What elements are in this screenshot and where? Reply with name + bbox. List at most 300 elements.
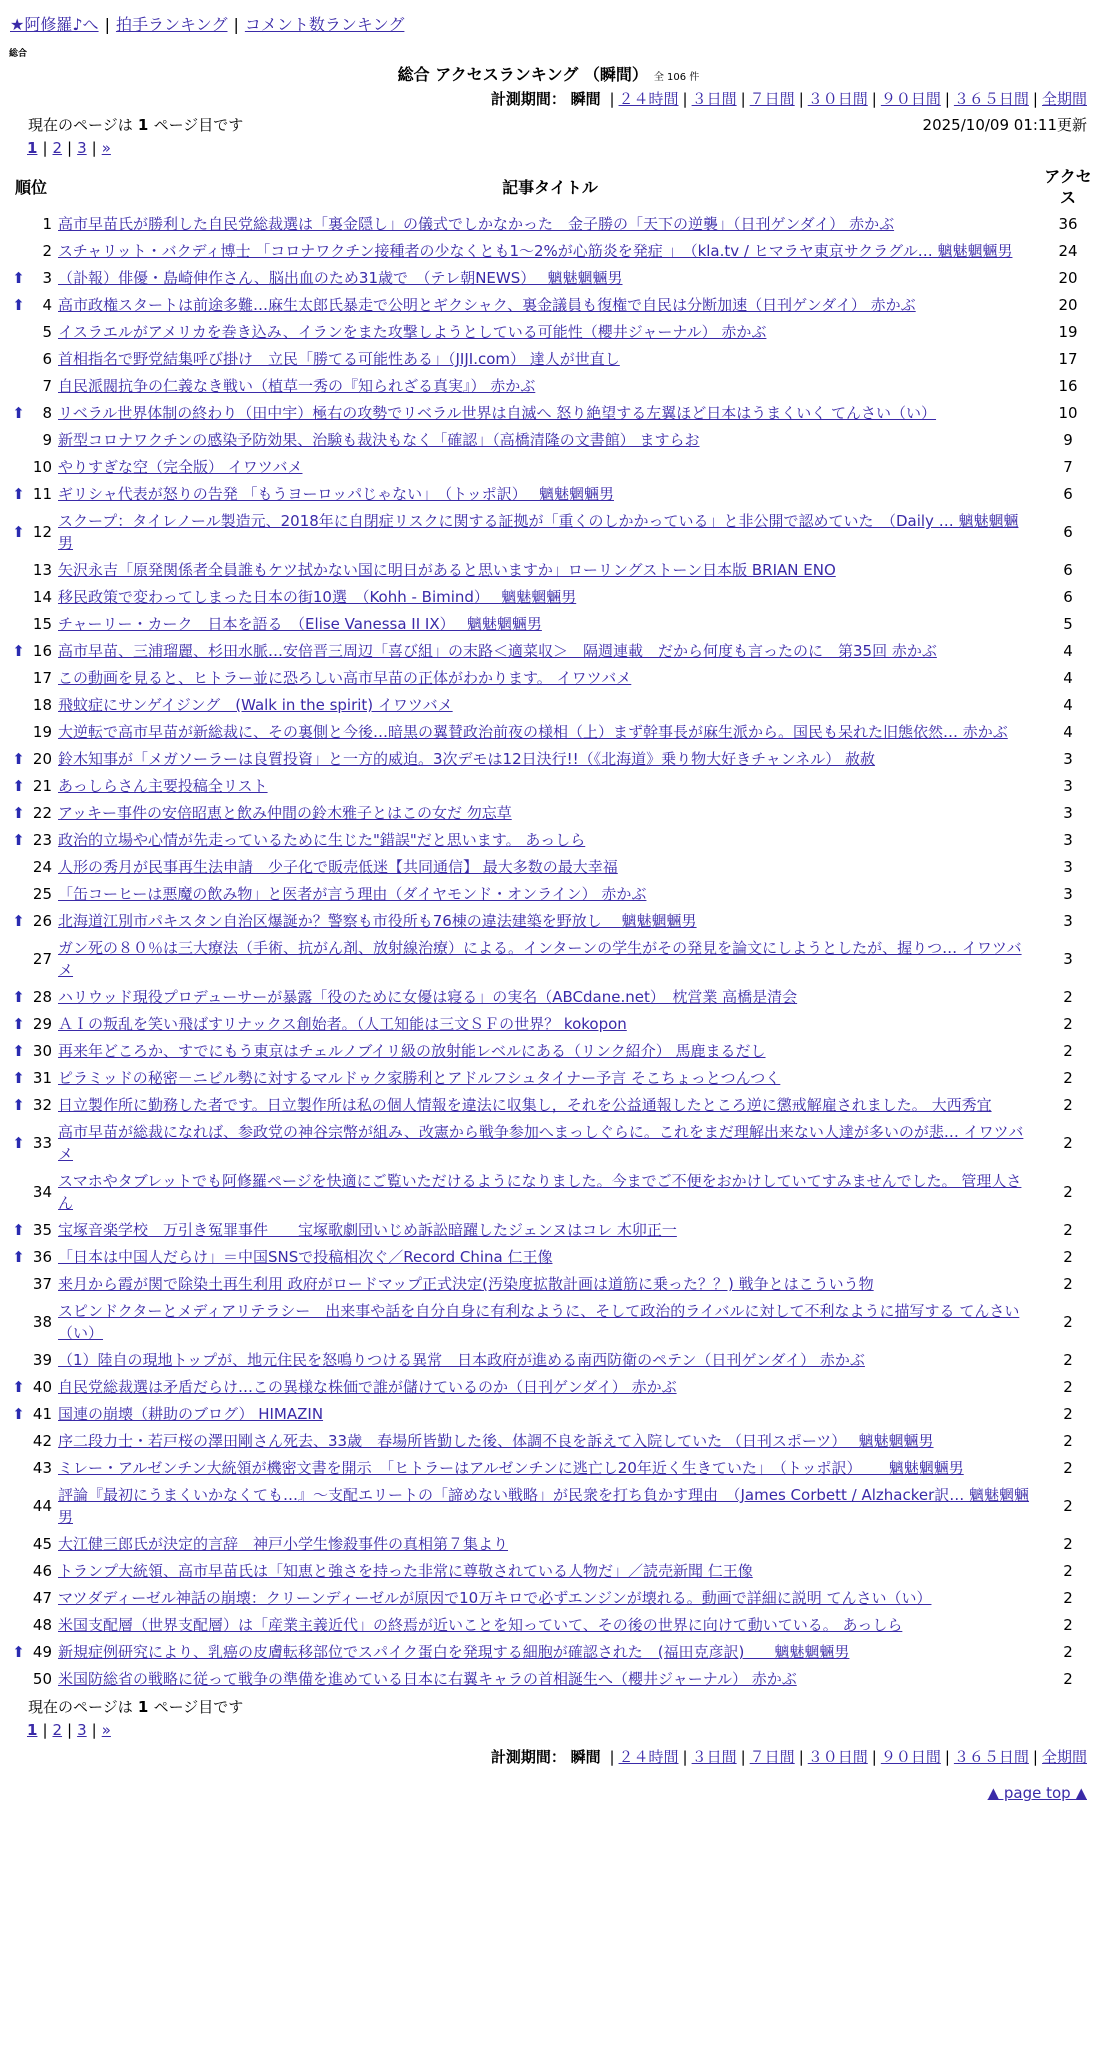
up-arrow-icon: ⬆ <box>12 750 25 768</box>
article-title-link[interactable]: 北海道江別市パキスタン自治区爆誕か？警察も市役所も76棟の違法建築を野放し 魑魅魍魎男 <box>58 912 697 930</box>
table-row <box>6 853 1092 880</box>
pager-page-link[interactable]: 2 <box>52 1721 63 1739</box>
access-count: 2 <box>1063 1535 1073 1553</box>
article-title-cell <box>56 372 1044 399</box>
pager-next-link[interactable]: » <box>101 1721 111 1739</box>
table-row <box>6 718 1092 745</box>
article-title-link[interactable]: アッキー事件の安倍昭恵と飲み仲間の鈴木雅子とはこの女だ 勿忘草 <box>58 804 512 822</box>
table-row <box>6 1400 1092 1427</box>
article-title-cell <box>56 799 1044 826</box>
rank-number: 44 <box>32 1497 52 1515</box>
period-label: 計測期間： <box>490 90 566 108</box>
article-title-link[interactable]: 高市早苗氏が勝利した自民党総裁選は「裏金隠し」の儀式でしかなかった 金子勝の「天下の逆襲」（日刊ゲンダイ） 赤かぶ <box>58 215 895 233</box>
table-row <box>6 880 1092 907</box>
article-title-link[interactable]: ミレー・アルゼンチン大統領が機密文書を開示 「ヒトラーはアルゼンチンに逃亡し20年近く生きていた」 （トッポ訳） 魑魅魍魎男 <box>58 1459 964 1477</box>
table-row <box>6 1611 1092 1638</box>
article-title-link[interactable]: やりすぎな空（完全版） イワツバメ <box>58 458 303 476</box>
rank-change-cell <box>6 318 31 345</box>
period-sep: | <box>740 90 746 108</box>
access-count: 2 <box>1063 1096 1073 1114</box>
article-title-link[interactable]: 高市早苗、三浦瑠麗、杉田水脈…安倍晋三周辺「喜び組」の末路＜適菜収＞ 隔週連載 だから何度も言ったのに 第35回 赤かぶ <box>58 642 937 660</box>
rank-change-cell <box>6 1297 31 1346</box>
article-title-link[interactable]: トランプ大統領、高市早苗氏は「知恵と強さを持った非常に尊敬されている人物だ」／読売新聞 仁王像 <box>58 1562 753 1580</box>
rank-change-cell <box>6 772 31 799</box>
table-row <box>6 1481 1092 1530</box>
rank-change-cell <box>6 1665 31 1692</box>
article-title-link[interactable]: 「缶コーヒーは悪魔の飲み物」と医者が言う理由（ダイヤモンド・オンライン） 赤かぶ <box>58 885 647 903</box>
article-title-link[interactable]: 首相指名で野党結集呼び掛け 立民「勝てる可能性ある」（JIJI.com） 達人が世直し <box>58 350 620 368</box>
table-row <box>6 1118 1092 1167</box>
up-arrow-icon: ⬆ <box>12 912 25 930</box>
article-title-link[interactable]: マツダディーゼル神話の崩壊：クリーンディーゼルが原因で10万キロで必ずエンジンが壊れる。動画で詳細に説明 てんさい（い） <box>58 1589 932 1607</box>
article-title-cell <box>56 691 1044 718</box>
article-title-link[interactable]: 大逆転で高市早苗が新総裁に、その裏側と今後…暗黒の翼賛政治前夜の様相（上）まず幹事長が麻生派から。国民も呆れた旧態依然… 赤かぶ <box>58 723 1008 741</box>
table-row <box>6 399 1092 426</box>
rank-number: 43 <box>32 1459 52 1477</box>
period-option-link[interactable]: ３０日間 <box>807 90 868 108</box>
table-row <box>6 1064 1092 1091</box>
access-count: 2 <box>1063 1589 1073 1607</box>
ranking-rows <box>6 210 1092 1692</box>
pager-top <box>27 139 111 157</box>
rank-number: 17 <box>32 669 52 687</box>
article-title-cell <box>56 480 1044 507</box>
period-sep: | <box>1032 1748 1038 1766</box>
table-row <box>6 691 1092 718</box>
article-title-link[interactable]: 宝塚音楽学校 万引き冤罪事件 宝塚歌劇団いじめ訴訟暗躍したジェンヌはコレ 木卯正一 <box>58 1221 677 1239</box>
access-count: 4 <box>1063 669 1073 687</box>
access-count: 2 <box>1063 1616 1073 1634</box>
article-title-link[interactable]: 再来年どころか、すでにもう東京はチェルノブイリ級の放射能レベルにある（リンク紹介） 馬鹿まるだし <box>58 1042 766 1060</box>
article-title-link[interactable]: スマホやタブレットでも阿修羅ページを快適にご覧いただけるようになりました。今までご不便をおかけしていてすみませんでした。 管理人さん <box>58 1172 1022 1212</box>
table-row <box>6 372 1092 399</box>
table-row <box>6 345 1092 372</box>
access-count: 16 <box>1058 377 1078 395</box>
article-title-link[interactable]: スピンドクターとメディアリテラシー 出来事や話を自分自身に有利なように、そして政治的ライバルに対して不利なように描写する てんさい（い） <box>58 1302 1020 1342</box>
access-count: 3 <box>1063 777 1073 795</box>
article-title-link[interactable]: チャーリー・カーク 日本を語る （Elise Vanessa II IX） 魑魅魍魎男 <box>58 615 542 633</box>
article-title-cell <box>56 610 1044 637</box>
article-title-link[interactable]: 高市政権スタートは前途多難…麻生太郎氏暴走で公明とギクシャク、裏金議員も復権で自民は分断加速（日刊ゲンダイ） 赤かぶ <box>58 296 916 314</box>
article-title-link[interactable]: 鈴木知事が「メガソーラーは良質投資」と一方的威迫。3次デモは12日決行!!（《北海道》乗り物大好きチャンネル） 赦赦 <box>58 750 876 768</box>
table-row <box>6 1216 1092 1243</box>
rank-change-cell <box>6 1584 31 1611</box>
pager-page-link[interactable]: 3 <box>77 1721 87 1739</box>
article-title-link[interactable]: ピラミッドの秘密－ニビル勢に対するマルドゥク家勝利とアドルフシュタイナー予言 そこちょっとつんつく <box>58 1069 781 1087</box>
access-count: 3 <box>1063 831 1073 849</box>
table-row <box>6 664 1092 691</box>
table-row <box>6 318 1092 345</box>
rank-change-cell <box>6 1427 31 1454</box>
access-count: 2 <box>1063 1643 1073 1661</box>
access-count: 6 <box>1063 523 1073 541</box>
up-arrow-icon: ⬆ <box>12 269 25 287</box>
access-count: 5 <box>1063 615 1073 633</box>
rank-change-cell <box>6 1091 31 1118</box>
access-count: 2 <box>1063 1313 1073 1331</box>
article-title-cell <box>56 1400 1044 1427</box>
up-arrow-icon: ⬆ <box>12 1378 25 1396</box>
article-title-link[interactable]: リベラル世界体制の終わり（田中宇）極右の攻勢でリベラル世界は自滅へ 怒り絶望する左翼ほど日本はうまくいく てんさい（い） <box>58 404 937 422</box>
access-count: 2 <box>1063 1275 1073 1293</box>
article-title-link[interactable]: スクープ：タイレノール製造元、2018年に自閉症リスクに関する証拠が「重くのしかかっている」と非公開で認めていた （Daily … 魑魅魍魎男 <box>58 512 1019 552</box>
current-page-number: 1 <box>132 116 154 134</box>
table-row <box>6 637 1092 664</box>
rank-number: 22 <box>32 804 52 822</box>
article-title-link[interactable]: 大江健三郎氏が決定的言辞 神戸小学生惨殺事件の真相第７集より <box>58 1535 509 1553</box>
rank-number: 38 <box>32 1313 52 1331</box>
period-option-link[interactable]: ７日間 <box>749 90 795 108</box>
rank-number: 34 <box>32 1183 52 1201</box>
rank-number: 29 <box>32 1015 52 1033</box>
up-arrow-icon: ⬆ <box>12 1221 25 1239</box>
pager-page-link[interactable]: 3 <box>77 139 87 157</box>
rank-change-cell <box>6 799 31 826</box>
rank-change-cell <box>6 1010 31 1037</box>
home-link[interactable]: ★阿修羅♪へ <box>10 15 99 34</box>
up-arrow-icon: ⬆ <box>12 1069 25 1087</box>
rank-number: 47 <box>32 1589 52 1607</box>
article-title-cell <box>56 1010 1044 1037</box>
rank-number: 31 <box>32 1069 52 1087</box>
rank-number: 18 <box>32 696 52 714</box>
period-sep: | <box>798 90 804 108</box>
article-title-link[interactable]: スチャリット・バクディ博士 「コロナワクチン接種者の少なくとも1～2%が心筋炎を発症 」 （kla.tv / ヒマラヤ東京サクラグル… 魑魅魍魎男 <box>58 242 1013 260</box>
period-options <box>605 1748 1087 1766</box>
access-count: 2 <box>1063 1183 1073 1201</box>
article-title-cell <box>56 1091 1044 1118</box>
access-count: 6 <box>1063 561 1073 579</box>
comment-ranking-link[interactable]: コメント数ランキング <box>244 15 405 34</box>
article-title-cell <box>56 426 1044 453</box>
access-count: 2 <box>1063 1134 1073 1152</box>
rank-change-cell <box>6 1611 31 1638</box>
article-title-link[interactable]: 人形の秀月が民事再生法申請 少子化で販売低迷【共同通信】 最大多数の最大幸福 <box>58 858 618 876</box>
rank-change-cell <box>6 453 31 480</box>
access-count: 17 <box>1058 350 1078 368</box>
period-sep: | <box>682 90 688 108</box>
rank-change-cell <box>6 1481 31 1530</box>
page-title <box>0 62 1097 85</box>
period-sep: | <box>798 1748 804 1766</box>
access-count: 3 <box>1063 912 1073 930</box>
article-title-link[interactable]: 米国支配層（世界支配層）は「産業主義近代」の終焉が近いことを知っていて、その後の世界に向けて動いている。 あっしら <box>58 1616 903 1634</box>
rank-change-cell <box>6 637 31 664</box>
rank-change-cell <box>6 426 31 453</box>
article-title-cell <box>56 1167 1044 1216</box>
access-count: 3 <box>1063 750 1073 768</box>
period-option-link[interactable]: ７日間 <box>749 1748 795 1766</box>
rank-number: 2 <box>42 242 52 260</box>
table-row <box>6 264 1092 291</box>
article-title-cell <box>56 1270 1044 1297</box>
article-title-cell <box>56 507 1044 556</box>
article-title-cell <box>56 1346 1044 1373</box>
rank-change-cell <box>6 664 31 691</box>
rank-number: 16 <box>32 642 52 660</box>
access-count: 2 <box>1063 1459 1073 1477</box>
table-row <box>6 237 1092 264</box>
table-row <box>6 983 1092 1010</box>
article-title-link[interactable]: 高市早苗が総裁になれば、参政党の神谷宗幣が組み、改憲から戦争参加へまっしぐらに。これをまだ理解出来ない人達が多いのが悲… イワツバメ <box>58 1123 1024 1163</box>
rank-change-cell <box>6 1400 31 1427</box>
article-title-link[interactable]: 新型コロナワクチンの感染予防効果、治験も裁決もなく「確認」（高橋清隆の文書館） ますらお <box>58 431 700 449</box>
access-count: 2 <box>1063 1432 1073 1450</box>
rank-number: 9 <box>42 431 52 449</box>
access-count: 9 <box>1063 431 1073 449</box>
article-title-cell <box>56 1064 1044 1091</box>
access-count: 2 <box>1063 1405 1073 1423</box>
period-option-link[interactable]: ９０日間 <box>880 90 941 108</box>
rank-change-cell <box>6 583 31 610</box>
period-option-link[interactable]: ２４時間 <box>618 90 679 108</box>
rank-change-cell <box>6 210 31 237</box>
rank-change-cell <box>6 399 31 426</box>
rank-number: 30 <box>32 1042 52 1060</box>
article-title-link[interactable]: 飛蚊症にサンゲイジング (Walk in the spirit) イワツバメ <box>58 696 453 714</box>
article-title-cell <box>56 1454 1044 1481</box>
article-title-cell <box>56 237 1044 264</box>
table-row <box>6 610 1092 637</box>
rank-change-cell <box>6 1270 31 1297</box>
access-count: 6 <box>1063 485 1073 503</box>
rank-number: 41 <box>32 1405 52 1423</box>
up-arrow-icon: ⬆ <box>12 485 25 503</box>
rank-number: 1 <box>42 215 52 233</box>
ranking-table <box>6 164 1092 1692</box>
article-title-cell <box>56 1557 1044 1584</box>
rank-number: 36 <box>32 1248 52 1266</box>
rank-number: 8 <box>42 404 52 422</box>
access-count: 4 <box>1063 723 1073 741</box>
rank-change-cell <box>6 983 31 1010</box>
period-current: 瞬間 <box>570 1748 601 1766</box>
pager-current[interactable]: 1 <box>27 1721 38 1739</box>
article-title-cell <box>56 826 1044 853</box>
article-title-link[interactable]: ガン死の８０％は三大療法（手術、抗がん剤、放射線治療）による。インターンの学生がその発見を論文にしようとしたが、握りつ… イワツバメ <box>58 939 1022 979</box>
table-row <box>6 934 1092 983</box>
article-title-link[interactable]: 国連の崩壊（耕助のブログ） HIMAZIN <box>58 1405 324 1423</box>
period-current: 瞬間 <box>570 90 601 108</box>
page-top-link[interactable]: ▲ page top ▲ <box>987 1784 1087 1802</box>
rank-number: 26 <box>32 912 52 930</box>
rank-number: 28 <box>32 988 52 1006</box>
up-arrow-icon: ⬆ <box>12 523 25 541</box>
period-option-link[interactable]: ３６５日間 <box>953 90 1029 108</box>
article-title-cell <box>56 1297 1044 1346</box>
period-option-link[interactable]: ３日間 <box>691 1748 737 1766</box>
article-title-cell <box>56 983 1044 1010</box>
rank-number: 3 <box>42 269 52 287</box>
period-sep: | <box>944 1748 950 1766</box>
article-title-link[interactable]: ハリウッド現役プロデューサーが暴露「役のために女優は寝る」の実名（ABCdane.net） 枕営業 高橋是清会 <box>58 988 798 1006</box>
access-count: 2 <box>1063 1378 1073 1396</box>
article-title-link[interactable]: 自民派閥抗争の仁義なき戦い（植草一秀の『知られざる真実』） 赤かぶ <box>58 377 536 395</box>
period-option-link[interactable]: 全期間 <box>1041 1748 1087 1766</box>
table-row <box>6 1091 1092 1118</box>
article-title-cell <box>56 1216 1044 1243</box>
article-title-link[interactable]: 政治的立場や心情が先走っているために生じた"錯誤"だと思います。 あっしら <box>58 831 586 849</box>
period-option-link[interactable]: ３６５日間 <box>953 1748 1029 1766</box>
table-row <box>6 291 1092 318</box>
period-option-link[interactable]: ２４時間 <box>618 1748 679 1766</box>
access-count: 2 <box>1063 1042 1073 1060</box>
article-title-cell <box>56 556 1044 583</box>
rank-number: 11 <box>32 485 52 503</box>
up-arrow-icon: ⬆ <box>12 1015 25 1033</box>
up-arrow-icon: ⬆ <box>12 1643 25 1661</box>
table-row <box>6 426 1092 453</box>
rank-number: 48 <box>32 1616 52 1634</box>
table-row <box>6 799 1092 826</box>
page-info-top: 現在のページは 1 ページ目です <box>28 116 244 134</box>
access-count: 10 <box>1058 404 1078 422</box>
article-title-link[interactable]: 矢沢永吉「原発関係者全員誰もケツ拭かない国に明日があると思いますか」ローリングストーン日本版 BRIAN ENO <box>58 561 836 579</box>
rank-number: 12 <box>32 523 52 541</box>
pager-page-link[interactable]: 2 <box>52 139 63 157</box>
rank-change-cell <box>6 372 31 399</box>
rank-number: 21 <box>32 777 52 795</box>
article-title-cell <box>56 399 1044 426</box>
article-title-link[interactable]: 評論『最初にうまくいかなくても…』～支配エリートの「諦めない戦略」が民衆を打ち負かす理由 （James Corbett / Alzhacker訳… 魑魅魍魎男 <box>58 1486 1030 1526</box>
article-title-link[interactable]: 米国防総省の戦略に従って戦争の準備を進めている日本に右翼キャラの首相誕生へ（櫻井ジャーナル） 赤かぶ <box>58 1670 797 1688</box>
article-title-link[interactable]: 新規症例研究により、乳癌の皮膚転移部位でスパイク蛋白を発現する細胞が確認された (福田克彦訳) 魑魅魍魎男 <box>58 1643 850 1661</box>
article-title-cell <box>56 1611 1044 1638</box>
rank-number: 20 <box>32 750 52 768</box>
rank-number: 7 <box>42 377 52 395</box>
table-row <box>6 1584 1092 1611</box>
access-count: 2 <box>1063 988 1073 1006</box>
rank-number: 14 <box>32 588 52 606</box>
period-option-link[interactable]: 全期間 <box>1041 90 1087 108</box>
rank-number: 24 <box>32 858 52 876</box>
pager-sep: | <box>91 1721 97 1739</box>
col-title-header: 記事タイトル <box>502 177 598 197</box>
article-title-cell <box>56 880 1044 907</box>
period-sep: | <box>609 1748 615 1766</box>
ranking-title: 総合 アクセスランキング （瞬間） <box>397 65 648 84</box>
article-title-link[interactable]: 序二段力士・若戸桜の澤田剛さん死去、33歳 春場所皆勤した後、体調不良を訴えて入院していた （日刊スポーツ） 魑魅魍魎男 <box>58 1432 934 1450</box>
rank-change-cell <box>6 1454 31 1481</box>
article-title-cell <box>56 1638 1044 1665</box>
table-row <box>6 1010 1092 1037</box>
up-arrow-icon: ⬆ <box>12 404 25 422</box>
rank-change-cell <box>6 610 31 637</box>
table-row <box>6 1243 1092 1270</box>
applause-ranking-link[interactable]: 拍手ランキング <box>115 15 228 34</box>
table-row <box>6 1454 1092 1481</box>
article-title-cell <box>56 907 1044 934</box>
rank-change-cell <box>6 1557 31 1584</box>
article-title-cell <box>56 718 1044 745</box>
period-sep: | <box>740 1748 746 1766</box>
access-count: 2 <box>1063 1562 1073 1580</box>
article-title-link[interactable]: （訃報）俳優・島崎伸作さん、脳出血のため31歳で （テレ朝NEWS） 魑魅魍魎男 <box>58 269 623 287</box>
rank-change-cell <box>6 1530 31 1557</box>
access-count: 6 <box>1063 588 1073 606</box>
rank-number: 5 <box>42 323 52 341</box>
rank-change-cell <box>6 1373 31 1400</box>
table-row <box>6 1167 1092 1216</box>
rank-change-cell <box>6 934 31 983</box>
rank-number: 37 <box>32 1275 52 1293</box>
table-row <box>6 507 1092 556</box>
article-title-cell <box>56 934 1044 983</box>
rank-change-cell <box>6 1243 31 1270</box>
article-title-link[interactable]: 移民政策で変わってしまった日本の街10選 （Kohh - Bimind） 魑魅魍魎男 <box>58 588 577 606</box>
article-title-cell <box>56 1118 1044 1167</box>
table-row <box>6 480 1092 507</box>
period-option-link[interactable]: ３０日間 <box>807 1748 868 1766</box>
table-row <box>6 453 1092 480</box>
table-row <box>6 556 1092 583</box>
rank-change-cell <box>6 1216 31 1243</box>
access-count: 24 <box>1058 242 1078 260</box>
rank-change-cell <box>6 1346 31 1373</box>
table-row <box>6 583 1092 610</box>
access-count: 2 <box>1063 1069 1073 1087</box>
rank-change-cell <box>6 1064 31 1091</box>
period-option-link[interactable]: ３日間 <box>691 90 737 108</box>
up-arrow-icon: ⬆ <box>12 777 25 795</box>
access-count: 2 <box>1063 1670 1073 1688</box>
rank-change-cell <box>6 480 31 507</box>
rank-number: 25 <box>32 885 52 903</box>
period-option-link[interactable]: ９０日間 <box>880 1748 941 1766</box>
access-count: 4 <box>1063 642 1073 660</box>
rank-change-cell <box>6 1638 31 1665</box>
table-row <box>6 1037 1092 1064</box>
access-count: 3 <box>1063 858 1073 876</box>
article-title-cell <box>56 453 1044 480</box>
article-title-link[interactable]: この動画を見ると、ヒトラー並に恐ろしい高市早苗の正体がわかります。 イワツバメ <box>58 669 632 687</box>
table-row <box>6 1373 1092 1400</box>
article-title-link[interactable]: あっしらさん主要投稿全リスト <box>58 777 268 795</box>
article-title-link[interactable]: 日立製作所に勤務した者です。日立製作所は私の個人情報を違法に収集し，それを公益通報したところ逆に懲戒解雇されました。 大西秀宜 <box>58 1096 992 1114</box>
rank-number: 33 <box>32 1134 52 1152</box>
up-arrow-icon: ⬆ <box>12 1248 25 1266</box>
table-row <box>6 907 1092 934</box>
rank-number: 23 <box>32 831 52 849</box>
pager-next-link[interactable]: » <box>101 139 111 157</box>
up-arrow-icon: ⬆ <box>12 1134 25 1152</box>
article-title-link[interactable]: ＡＩの叛乱を笑い飛ばすリナックス創始者。（人工知能は三文ＳＦの世界？ kokopon <box>58 1015 627 1033</box>
pager-current[interactable]: 1 <box>27 139 38 157</box>
article-title-link[interactable]: ギリシャ代表が怒りの告発 「もうヨーロッパじゃない」 （トッポ訳） 魑魅魍魎男 <box>58 485 614 503</box>
rank-change-cell <box>6 291 31 318</box>
rank-number: 19 <box>32 723 52 741</box>
nav-sep: | <box>233 15 239 34</box>
access-count: 3 <box>1063 950 1073 968</box>
article-title-cell <box>56 1584 1044 1611</box>
article-title-link[interactable]: 「日本は中国人だらけ」＝中国SNSで投稿相次ぐ／Record China 仁王像 <box>58 1248 553 1266</box>
article-title-cell <box>56 1243 1044 1270</box>
pager-sep: | <box>42 139 48 157</box>
table-row <box>6 1530 1092 1557</box>
rank-change-cell <box>6 556 31 583</box>
table-row <box>6 210 1092 237</box>
article-title-link[interactable]: （1）陸自の現地トップが、地元住民を怒鳴りつける異常 日本政府が進める南西防衛のペテン（日刊ゲンダイ） 赤かぶ <box>58 1351 865 1369</box>
period-sep: | <box>1032 90 1038 108</box>
access-count: 19 <box>1058 323 1078 341</box>
rank-number: 6 <box>42 350 52 368</box>
article-title-link[interactable]: 自民党総裁選は矛盾だらけ…この異様な株価で誰が儲けているのか（日刊ゲンダイ） 赤かぶ <box>58 1378 677 1396</box>
article-title-link[interactable]: イスラエルがアメリカを巻き込み、イランをまた攻撃しようとしている可能性（櫻井ジャーナル） 赤かぶ <box>58 323 767 341</box>
category-label: 総合 <box>9 49 28 59</box>
rank-number: 39 <box>32 1351 52 1369</box>
access-count: 3 <box>1063 804 1073 822</box>
article-title-link[interactable]: 来月から霞が関で除染土再生利用 政府がロードマップ正式決定(汚染度拡散計画は道筋に乗った？？) 戦争とはこういう物 <box>58 1275 874 1293</box>
